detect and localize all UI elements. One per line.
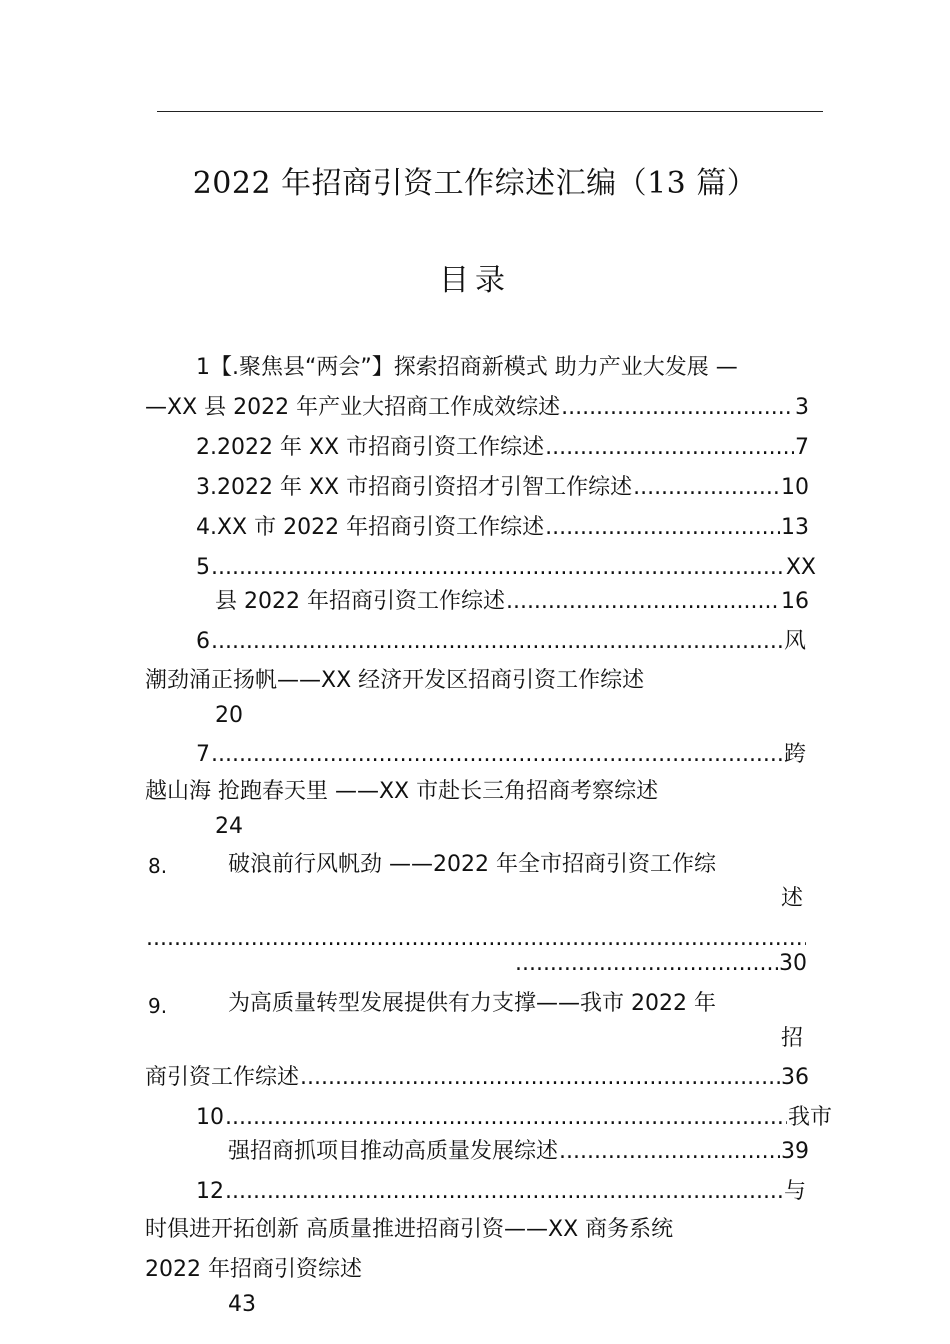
toc-entry-5-page: 16	[781, 589, 809, 614]
toc-heading: 目录	[439, 263, 511, 298]
toc-entry-9-number: 9.	[148, 994, 168, 1018]
toc-entry-10-page: 39	[781, 1139, 809, 1164]
toc-entry-6-number: 6	[196, 629, 210, 654]
toc-entry-10-line2	[228, 1138, 809, 1166]
toc-entry-9-page: 36	[781, 1065, 809, 1090]
toc-entry-10-line1	[196, 1104, 832, 1132]
toc-entry-10-number: 10	[196, 1105, 224, 1130]
dot-leader	[300, 1064, 780, 1092]
toc-entry-10-text: 强招商抓项目推动高质量发展综述	[228, 1139, 559, 1164]
dot-leader	[633, 474, 780, 502]
toc-entry-1-text: —XX 县 2022 年产业大招商工作成效综述	[145, 395, 561, 420]
toc-entry-8-leader-line	[145, 925, 807, 953]
toc-entry-7-page: 24	[215, 814, 243, 839]
toc-entry-5-line2	[215, 588, 809, 616]
toc-entry-6-tail: 风	[783, 629, 806, 654]
toc-entry-3-text: 3.2022 年 XX 市招商引资招才引智工作综述	[196, 475, 633, 500]
toc-entry-12-page: 43	[228, 1292, 256, 1317]
toc-entry-4-page: 13	[781, 515, 809, 540]
toc-entry-9-text2: 商引资工作综述	[145, 1065, 300, 1090]
toc-entry-2	[196, 434, 809, 462]
toc-entry-12-tail: 与	[783, 1179, 806, 1204]
toc-entry-9-line3	[145, 1064, 809, 1092]
dot-leader	[545, 514, 780, 542]
toc-entry-4-text: 4.XX 市 2022 年招商引资工作综述	[196, 515, 545, 540]
dot-leader	[506, 588, 780, 616]
header-rule	[157, 111, 823, 112]
toc-entry-5-text: 县 2022 年招商引资工作综述	[215, 589, 505, 614]
toc-entry-2-text: 2.2022 年 XX 市招商引资工作综述	[196, 435, 545, 460]
toc-entry-12-text: 时俱进开拓创新 高质量推进招商引资——XX 商务系统	[145, 1217, 674, 1242]
toc-entry-1-line2	[145, 394, 809, 422]
toc-entry-2-page: 7	[795, 435, 809, 460]
toc-entry-4	[196, 514, 809, 542]
toc-entry-7-line1	[196, 741, 806, 769]
dot-leader	[561, 394, 794, 422]
toc-entry-3	[196, 474, 809, 502]
dot-leader	[211, 554, 785, 582]
toc-entry-7-tail: 跨	[783, 742, 806, 767]
toc-entry-7-number: 7	[196, 742, 210, 767]
toc-entry-12-number: 12	[196, 1179, 224, 1204]
toc-entry-1-line1: 1【.聚焦县“两会”】探索招商新模式 助力产业大发展 —	[196, 355, 738, 380]
dot-leader	[146, 925, 806, 953]
toc-entry-6-text: 潮劲涌正扬帆——XX 经济开发区招商引资工作综述	[145, 668, 645, 693]
dot-leader	[515, 950, 778, 978]
document-title: 2022 年招商引资工作综述汇编（13 篇）	[192, 166, 758, 201]
toc-entry-5-line1	[196, 554, 816, 582]
toc-entry-9-text-end: 招	[781, 1026, 804, 1051]
dot-leader	[225, 1178, 783, 1206]
toc-entry-8-text: 破浪前行风帆劲 ——2022 年全市招商引资工作综	[228, 852, 716, 877]
toc-entry-7-text: 越山海 抢跑春天里 ——XX 市赴长三角招商考察综述	[145, 779, 659, 804]
toc-entry-8-text-end: 述	[781, 886, 804, 911]
dot-leader	[211, 741, 783, 769]
toc-entry-8-number: 8.	[148, 854, 168, 878]
dot-leader	[545, 434, 794, 462]
toc-entry-8-page-line	[514, 950, 807, 978]
dot-leader	[211, 628, 783, 656]
dot-leader	[559, 1138, 780, 1166]
toc-entry-1-page: 3	[795, 395, 809, 420]
dot-leader	[225, 1104, 787, 1132]
toc-entry-9-text: 为高质量转型发展提供有力支撑——我市 2022 年	[228, 991, 716, 1016]
toc-entry-5-number: 5	[196, 555, 210, 580]
toc-entry-3-page: 10	[781, 475, 809, 500]
toc-entry-12-line1	[196, 1178, 806, 1206]
toc-entry-6-page: 20	[215, 703, 243, 728]
toc-entry-10-tail: 我市	[787, 1105, 832, 1130]
toc-entry-5-tail: XX	[785, 555, 816, 580]
toc-entry-6-line1	[196, 628, 806, 656]
toc-entry-8-page: 30	[779, 951, 807, 976]
toc-entry-12-text2: 2022 年招商引资综述	[145, 1257, 362, 1282]
